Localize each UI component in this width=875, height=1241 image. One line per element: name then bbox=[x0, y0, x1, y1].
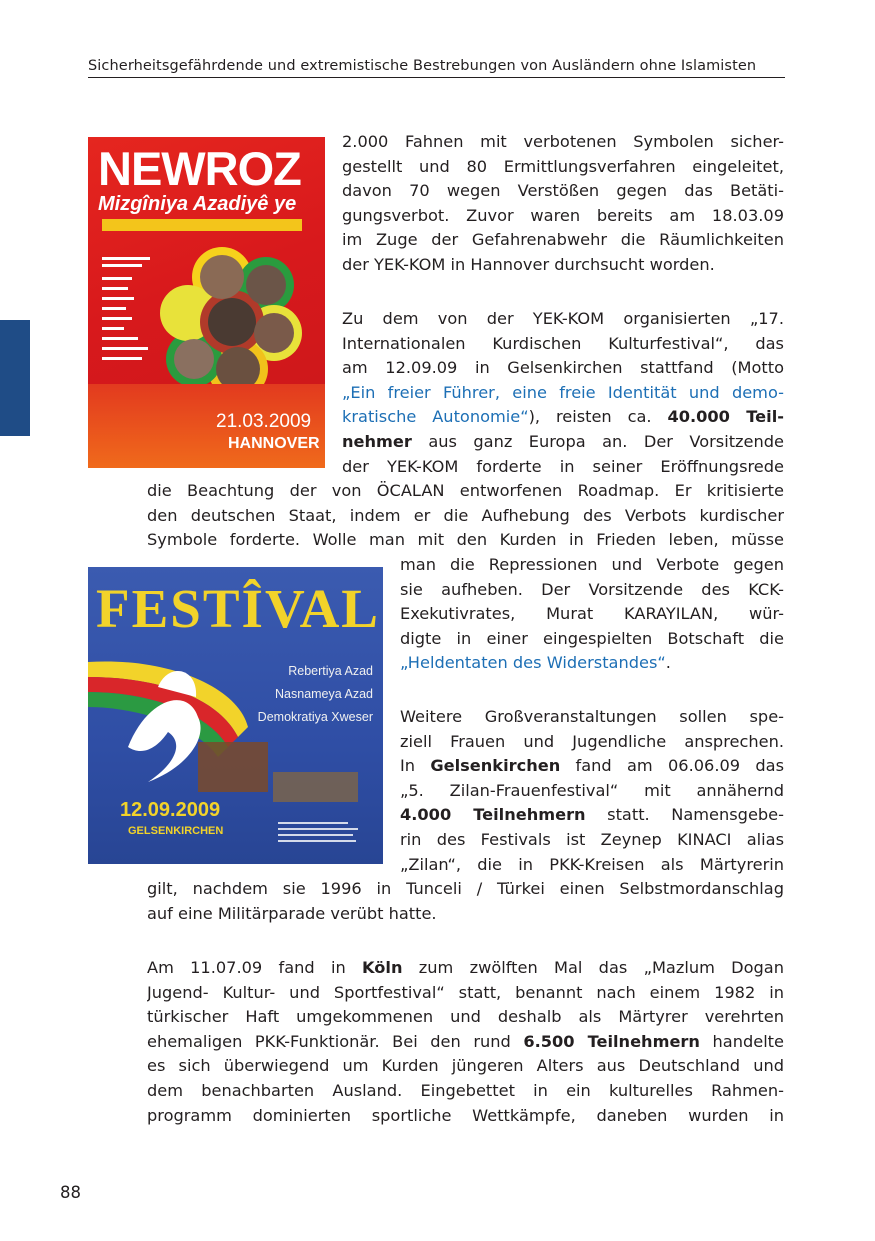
text-line: dem benachbarten Ausland. Eingebettet in ein kulturelles Rahmen- bbox=[147, 1080, 784, 1100]
highlight-count: 4.000 Teilnehmern bbox=[400, 805, 586, 825]
page-number: 88 bbox=[60, 1183, 81, 1202]
highlight-count: 6.500 Teilnehmern bbox=[523, 1031, 700, 1051]
text-line: es sich überwiegend um Kurden jüngeren Alters aus Deutschland und bbox=[147, 1056, 784, 1076]
text-line: ziell Frauen und Jugendliche ansprechen. bbox=[400, 731, 784, 751]
quote-text: kratische Autonomie“ bbox=[342, 407, 529, 427]
text-segment: zum zwölften Mal das „Mazlum Dogan bbox=[418, 958, 784, 977]
text-line: Zu dem von der YEK-KOM organisierten „17. bbox=[342, 309, 784, 328]
text-segment: ehemaligen PKK-Funktionär. Bei den rund bbox=[147, 1031, 511, 1051]
paragraph-2b bbox=[147, 479, 784, 553]
text-line: digte in einer eingespielten Botschaft die bbox=[400, 628, 784, 648]
text-line: rin des Festivals ist Zeynep KINACI alias bbox=[400, 829, 784, 849]
paragraph-3b bbox=[147, 877, 784, 926]
slogan-line: Demokratiya Xweser bbox=[257, 710, 373, 724]
chapter-edge-tab bbox=[0, 320, 30, 436]
text-line bbox=[147, 956, 784, 981]
festival-poster-image bbox=[88, 567, 383, 864]
poster-title: FESTÎVAL bbox=[96, 578, 380, 639]
poster-date: 12.09.2009 bbox=[120, 799, 221, 821]
text-segment: ), reisten ca. bbox=[528, 407, 652, 427]
paragraph-2c bbox=[400, 553, 784, 676]
text-line: Exekutivrates, Murat KARAYILAN, wür- bbox=[400, 604, 784, 624]
text-line bbox=[342, 430, 784, 455]
text-line: Jugend- Kultur- und Sportfestival“ statt, benannt nach einem 1982 in bbox=[147, 982, 784, 1002]
text-line: sie aufheben. Der Vorsitzende des KCK- bbox=[400, 579, 784, 599]
text-line: 2.000 Fahnen mit verbotenen Symbolen sicher- bbox=[342, 132, 784, 151]
quote-text: „Heldentaten des Widerstandes“ bbox=[400, 653, 666, 673]
highlight-place: Köln bbox=[362, 958, 403, 977]
paragraph-2a bbox=[342, 307, 784, 479]
text-line: davon 70 wegen Verstößen gegen das Betäti- bbox=[342, 181, 784, 201]
text-line: gilt, nachdem sie 1996 in Tunceli / Türkei einen Selbstmordanschlag bbox=[147, 879, 784, 898]
text-segment: aus ganz Europa an. Der Vorsitzende bbox=[428, 431, 784, 451]
highlight-count: nehmer bbox=[342, 431, 412, 451]
poster-city: GELSENKIRCHEN bbox=[128, 825, 224, 837]
text-line: „5. Zilan-Frauenfestival“ mit annähernd bbox=[400, 780, 784, 800]
text-line: programm dominierten sportliche Wettkämpfe, daneben wurden in bbox=[147, 1105, 784, 1125]
quote-line: „Ein freier Führer, eine freie Identität und demo- bbox=[342, 382, 784, 402]
text-line bbox=[400, 803, 784, 828]
text-line: den deutschen Staat, indem er die Aufhebung des Verbots kurdischer bbox=[147, 505, 784, 525]
text-line: im Zuge der Gefahrenabwehr die Räumlichkeiten bbox=[342, 230, 784, 250]
paragraph-4 bbox=[147, 956, 784, 1128]
slogan-line: Nasnameya Azad bbox=[275, 687, 373, 701]
text-line: gestellt und 80 Ermittlungsverfahren eingeleitet, bbox=[342, 156, 784, 176]
text-line: der YEK-KOM in Hannover durchsucht worden. bbox=[342, 254, 715, 274]
text-segment: Am 11.07.09 fand in bbox=[147, 958, 346, 977]
text-line: auf eine Militärparade verübt hatte. bbox=[147, 903, 437, 923]
text-segment: handelte bbox=[712, 1031, 784, 1051]
highlight-count: 40.000 Teil- bbox=[667, 407, 784, 427]
newroz-poster-image bbox=[88, 137, 325, 468]
text-line bbox=[400, 651, 784, 676]
text-line: „Zilan“, die in PKK-Kreisen als Märtyrerin bbox=[400, 854, 784, 874]
text-segment: fand am 06.06.09 das bbox=[575, 756, 784, 776]
poster-subtitle: Mizgîniya Azadiyê ye bbox=[98, 193, 297, 215]
text-line: man die Repressionen und Verbote gegen bbox=[400, 555, 784, 574]
poster-title: NEWROZ bbox=[98, 142, 301, 195]
text-line bbox=[147, 1030, 784, 1055]
text-line: am 12.09.09 in Gelsenkirchen stattfand (Motto bbox=[342, 358, 784, 378]
text-segment: . bbox=[665, 653, 671, 673]
text-line bbox=[342, 405, 784, 430]
text-line: Internationalen Kurdischen Kulturfestival“, das bbox=[342, 333, 784, 353]
slogan-line: Rebertiya Azad bbox=[288, 664, 373, 678]
highlight-place: Gelsenkirchen bbox=[430, 756, 561, 776]
paragraph-3a bbox=[400, 705, 784, 877]
poster-slogans bbox=[248, 660, 373, 729]
text-line: gungsverbot. Zuvor waren bereits am 18.03.09 bbox=[342, 205, 784, 225]
text-line: Weitere Großveranstaltungen sollen spe- bbox=[400, 707, 784, 726]
text-line: der YEK-KOM forderte in seiner Eröffnungsrede bbox=[342, 456, 784, 476]
text-line: die Beachtung der von ÖCALAN entworfenen Roadmap. Er kritisierte bbox=[147, 481, 784, 500]
text-line: türkischer Haft umgekommenen und deshalb als Märtyrer verehrten bbox=[147, 1007, 784, 1027]
text-segment: statt. Namensgebe- bbox=[607, 805, 784, 825]
poster-city: HANNOVER bbox=[228, 435, 320, 452]
text-line: Symbole forderte. Wolle man mit den Kurden in Frieden leben, müsse bbox=[147, 530, 784, 550]
paragraph-1 bbox=[342, 130, 784, 278]
poster-date: 21.03.2009 bbox=[216, 411, 312, 432]
running-head: Sicherheitsgefährdende und extremistische Bestrebungen von Ausländern ohne Islamisten bbox=[88, 58, 785, 78]
text-line bbox=[400, 754, 784, 779]
text-segment: In bbox=[400, 756, 416, 776]
